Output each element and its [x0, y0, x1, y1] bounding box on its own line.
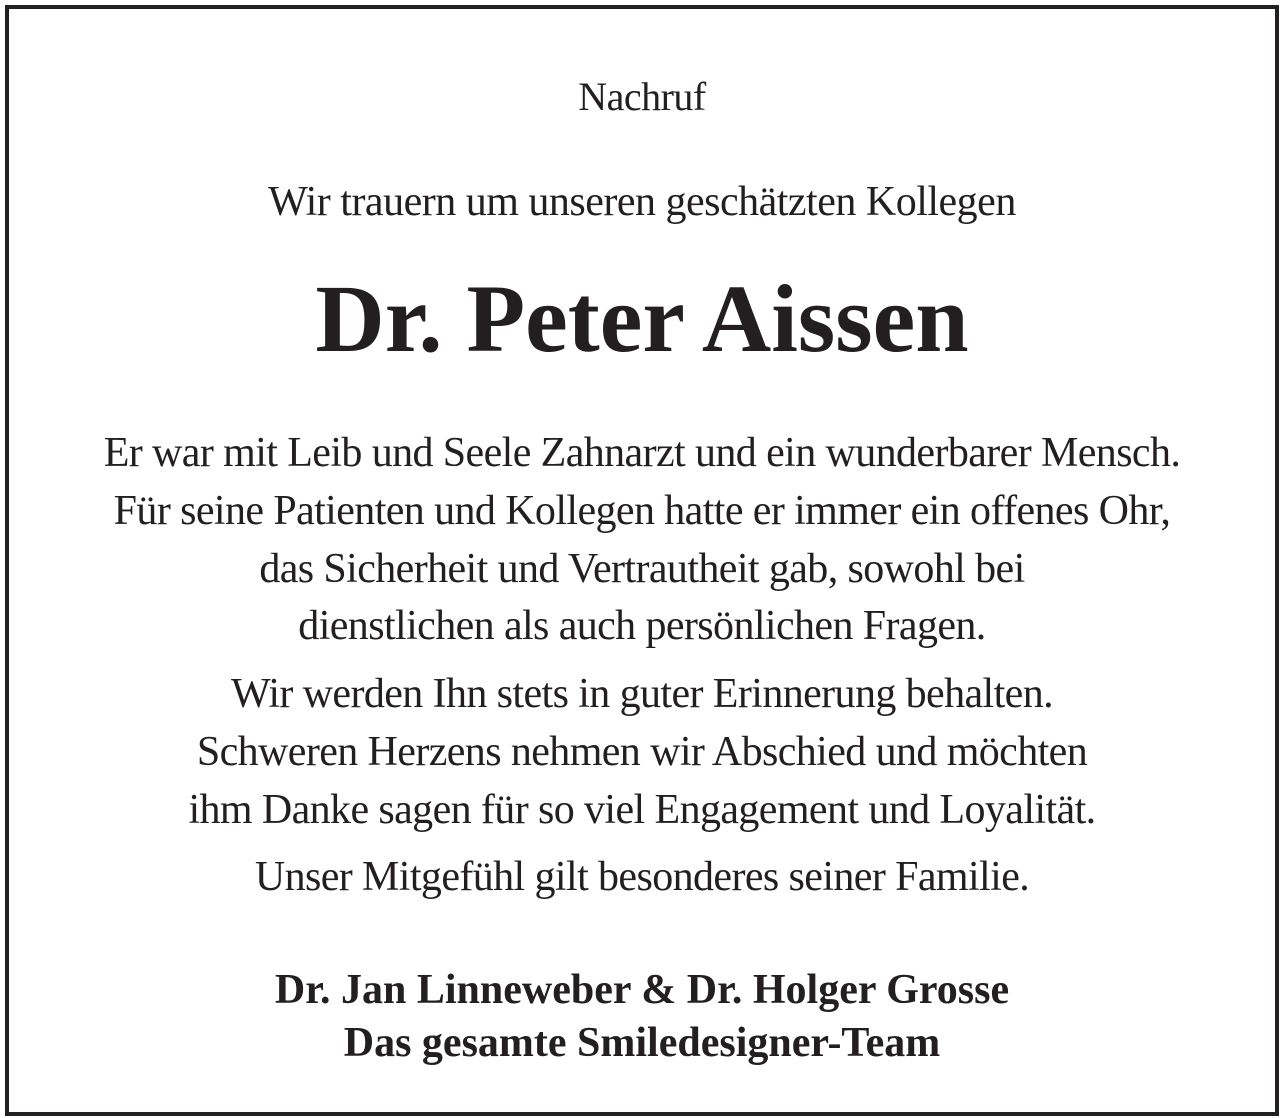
paragraph-1-line-2: Für seine Patienten und Kollegen hatte er immer ein offenes Ohr, — [113, 488, 1171, 534]
paragraph-2-line-2: Schweren Herzens nehmen wir Abschied und möchten — [196, 729, 1088, 775]
signature-line-1: Dr. Jan Linneweber & Dr. Holger Grosse — [274, 967, 1010, 1013]
obituary-frame — [5, 5, 1279, 1116]
notice-kicker: Nachruf — [578, 74, 706, 119]
signature-line-2: Das gesamte Smiledesigner-Team — [343, 1020, 941, 1066]
paragraph-2-line-1: Wir werden Ihn stets in guter Erinnerung behalten. — [230, 671, 1054, 717]
paragraph-3: Unser Mitgefühl gilt besonderes seiner Familie. — [254, 854, 1030, 900]
paragraph-1-line-3: das Sicherheit und Vertrautheit gab, sowohl bei — [259, 546, 1025, 592]
paragraph-1-line-4: dienstlichen als auch persönlichen Fragen. — [298, 603, 986, 649]
paragraph-2-line-3: ihm Danke sagen für so viel Engagement und Loyalität. — [188, 787, 1096, 833]
notice-intro: Wir trauern um unseren geschätzten Kollegen — [268, 179, 1016, 225]
paragraph-1-line-1: Er war mit Leib und Seele Zahnarzt und ein wunderbarer Mensch. — [103, 430, 1181, 476]
deceased-name: Dr. Peter Aissen — [315, 265, 969, 372]
